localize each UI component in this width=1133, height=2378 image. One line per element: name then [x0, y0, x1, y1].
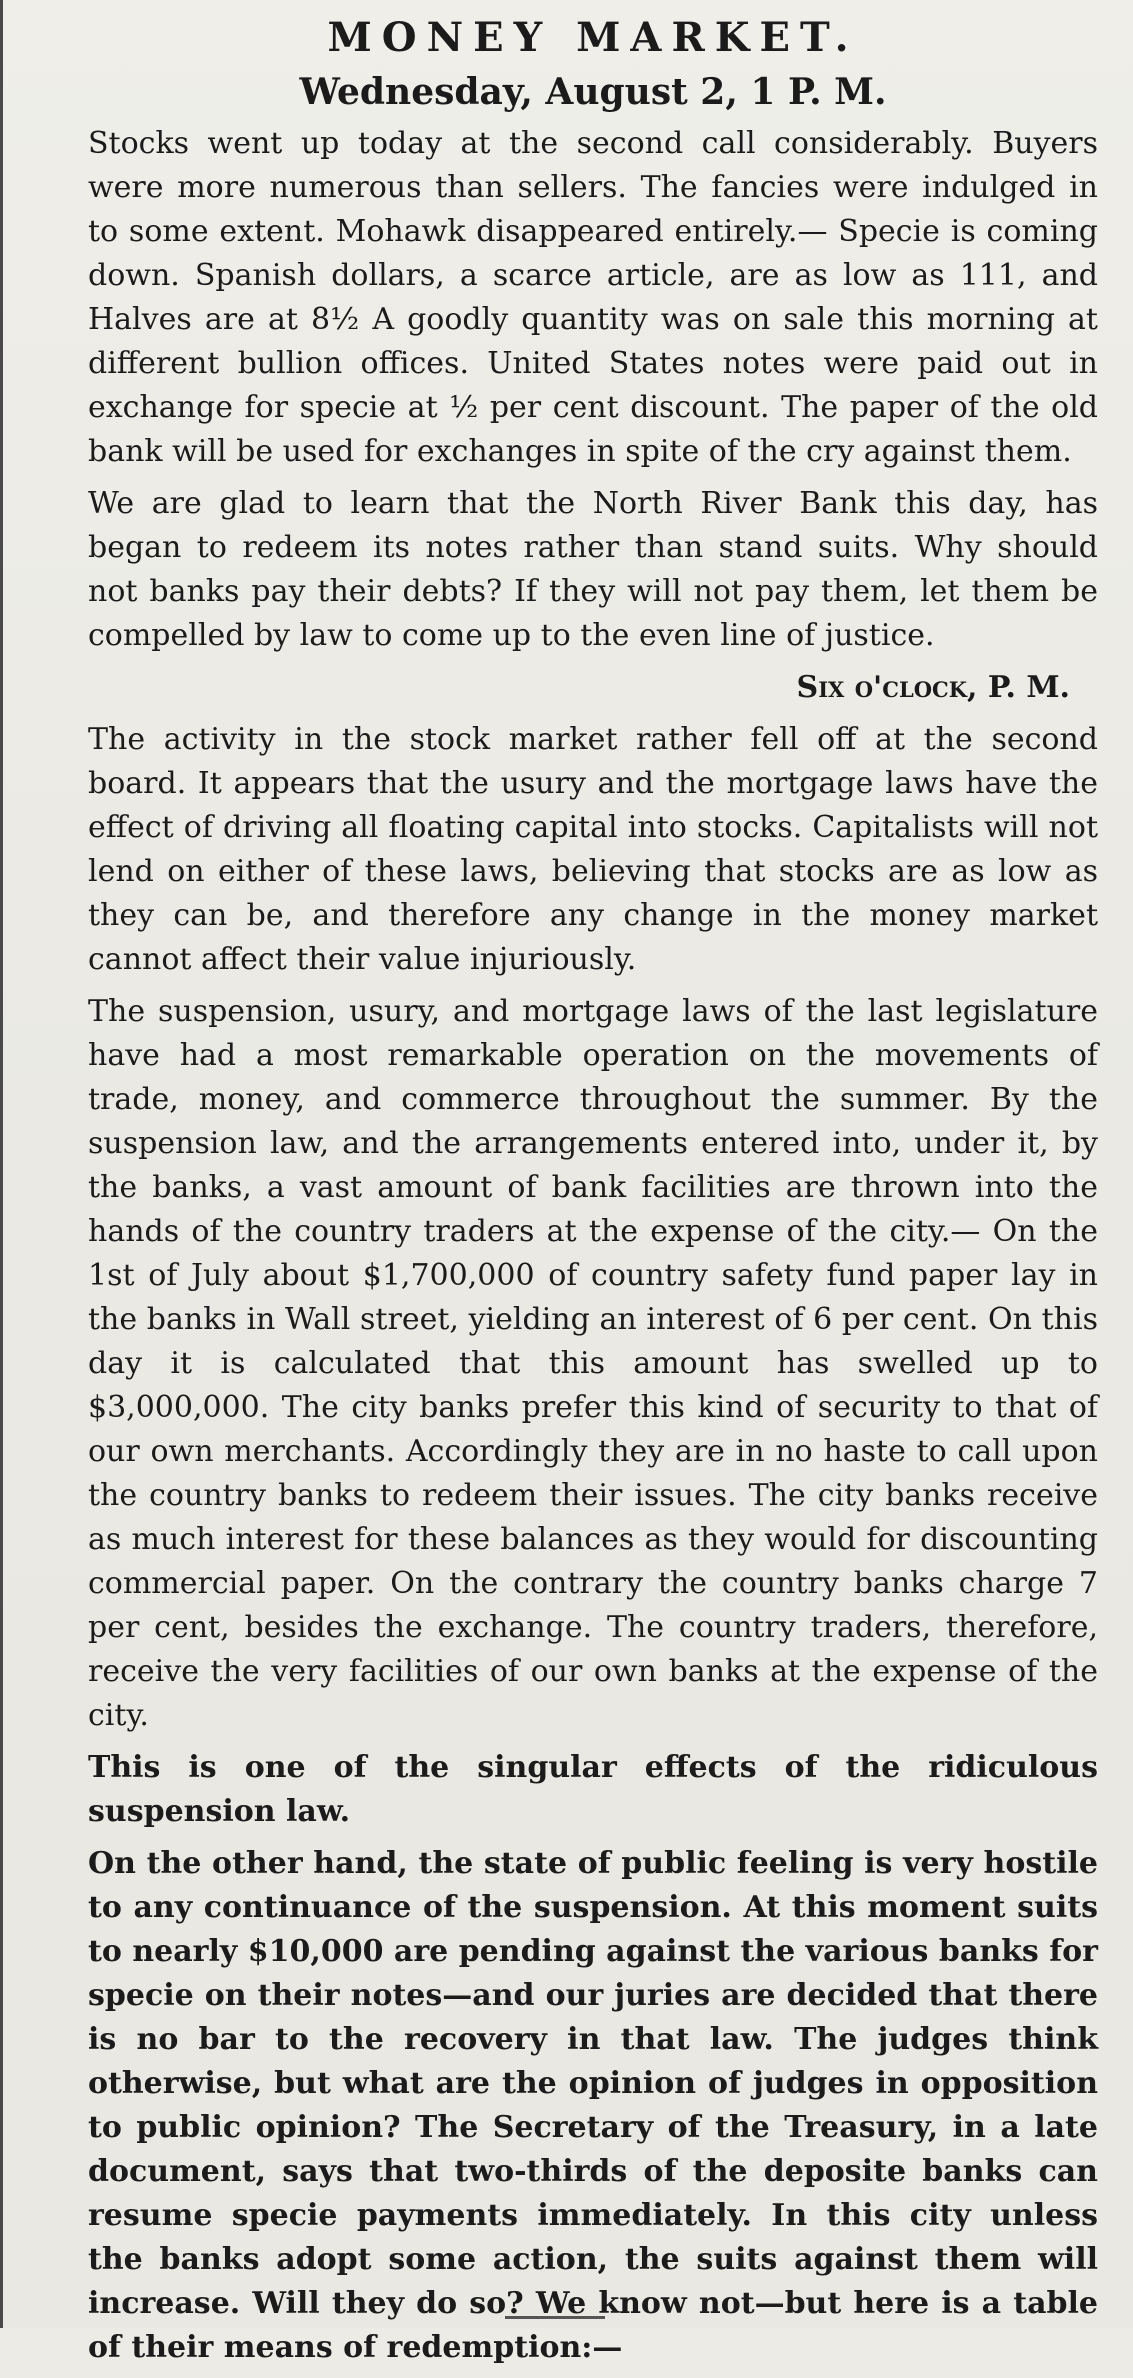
paragraph-4: The suspension, usury, and mortgage laws of the last legislature have had a most remarkable operation on the movements of trade, money, and commerce throughout the summer. By the suspension law, and the arrangements entered into, under it, by the banks, a vast amount of bank facilities are thrown into the hands of the country traders at the expense of the city.— On the 1st of July about $1,700,000 of country safety fund paper lay in the banks in Wall street, yielding an interest of 6 per cent. On this day it is calculated that this amount has swelled up to $3,000,000. The city banks prefer this kind of security to that of our own merchants. Accordingly they are in no haste to call upon the country banks to redeem their issues. The city banks receive as much interest for these balances as they would for discounting commercial paper. On the contrary the country banks charge 7 per cent, besides the exchange. The country traders, therefore, receive the very facilities of our own banks at the expense of the city.	[88, 994, 1098, 1733]
paragraph-2: We are glad to learn that the North River Bank this day, has began to redeem its notes rather than stand suits. Why should not banks pay their debts? If they will not pay them, let them be compelled by law to come up to the even line of justice.	[88, 486, 1098, 653]
time-heading: Six o'clock, P. M.	[796, 670, 1070, 705]
section-title: MONEY MARKET.	[327, 14, 859, 61]
column-rule	[0, 0, 3, 2328]
paragraph-3: The activity in the stock market rather fell off at the second board. It appears that the usury and the mortgage laws have the effect of driving all floating capital into stocks. Capitalists will not lend on either of these laws, believing that stocks are as low as they can be, and therefore any change in the money market cannot affect their value injuriously.	[88, 722, 1098, 977]
paragraph-1: Stocks went up today at the second call considerably. Buyers were more numerous than sellers. The fancies were indulged in to some extent. Mohawk disappeared entirely.— Specie is coming down. Spanish dollars, a scarce article, are as low as 111, and Halves are at 8½ A goodly quantity was on sale this morning at different bullion offices. United States notes were paid out in exchange for specie at ½ per cent discount. The paper of the old bank will be used for exchanges in spite of the cry against them.	[88, 126, 1098, 469]
table-heading-fragment	[505, 2316, 605, 2331]
article-column	[88, 0, 1098, 2378]
paragraph-5: This is one of the singular effects of the ridiculous suspension law.	[88, 1750, 1098, 1829]
paragraph-6: On the other hand, the state of public feeling is very hostile to any continuance of the suspension. At this moment suits to nearly $10,000 are pending against the various banks for specie on their notes—and our juries are decided that there is no bar to the recovery in that law. The judges think otherwise, but what are the opinion of judges in opposition to public opinion? The Secretary of the Treasury, in a late document, says that two-thirds of the deposite banks can resume specie payments immediately. In this city unless the banks adopt some action, the suits against them will increase. Will they do so? We know not—but here is a table of their means of redemption:—	[88, 1846, 1098, 2365]
dateline: Wednesday, August 2, 1 P. M.	[299, 71, 887, 113]
